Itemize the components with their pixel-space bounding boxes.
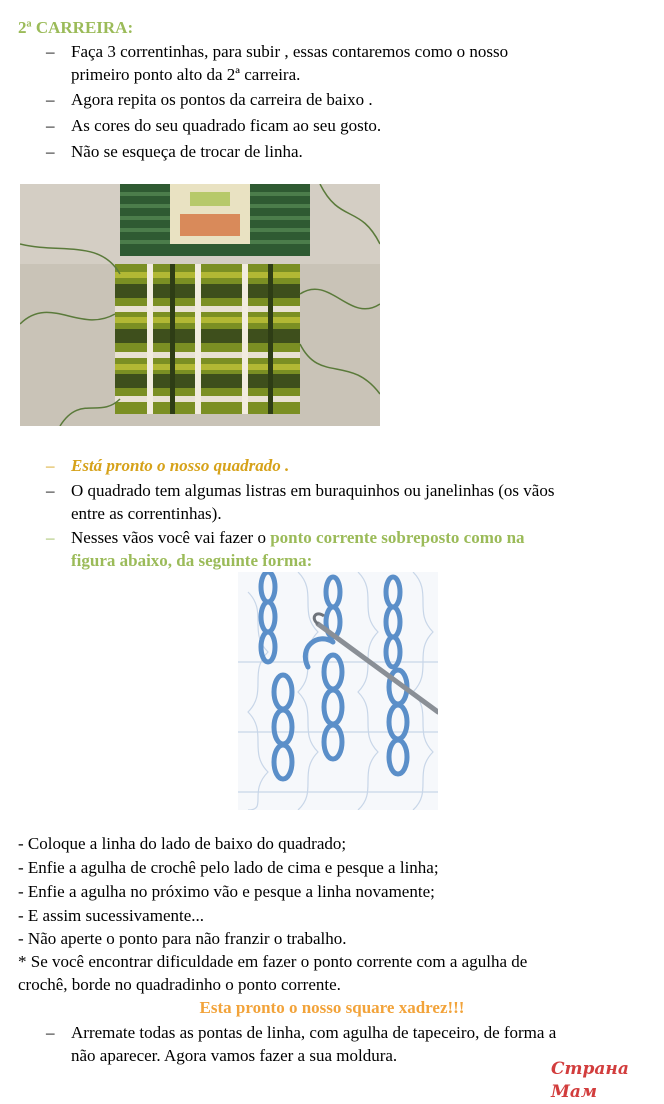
list-item-text-start: Nesses vãos você vai fazer o: [71, 528, 271, 547]
list-dash: –: [46, 481, 55, 500]
list-item-text: O quadrado tem algumas listras em buraquinhos ou janelinhas (os vãos: [71, 481, 555, 500]
instruction-line: - Enfie a agulha no próximo vão e pesque a linha novamente;: [18, 882, 435, 901]
instruction-line: * Se você encontrar dificuldade em fazer o ponto corrente com a agulha de: [18, 952, 528, 971]
list-item-text: entre as correntinhas).: [71, 504, 222, 523]
list-dash: –: [46, 528, 55, 547]
list-item-text: Faça 3 correntinhas, para subir , essas contaremos como o nosso: [71, 42, 509, 61]
list-dash: –: [46, 90, 55, 109]
list-item-highlight: figura abaixo, da seguinte forma:: [71, 551, 313, 570]
chain-stitch-illustration: [238, 572, 438, 810]
watermark-logo: Страна Мам: [551, 1059, 629, 1102]
list-item-text: Está pronto o nosso quadrado .: [71, 456, 290, 475]
list-item-text: Arremate todas as pontas de linha, com agulha de tapeceiro, de forma a: [71, 1023, 557, 1042]
list-item-highlight: ponto corrente sobreposto como na: [270, 528, 525, 547]
list-dash: –: [46, 42, 55, 61]
section-heading: 2ª CARREIRA:: [18, 18, 134, 37]
instruction-line: - Coloque a linha do lado de baixo do quadrado;: [18, 834, 347, 853]
list-item-text: Agora repita os pontos da carreira de baixo .: [71, 90, 373, 109]
instruction-line: - E assim sucessivamente...: [18, 906, 205, 925]
list-dash: –: [46, 1023, 55, 1042]
list-item-text: primeiro ponto alto da 2ª carreira.: [71, 65, 301, 84]
list-dash: –: [46, 116, 55, 135]
instruction-line: - Enfie a agulha de crochê pelo lado de cima e pesque a linha;: [18, 858, 439, 877]
list-item-text: Não se esqueça de trocar de linha.: [71, 142, 303, 161]
instruction-line: crochê, borde no quadradinho o ponto corrente.: [18, 975, 341, 994]
list-item-text: não aparecer. Agora vamos fazer a sua moldura.: [71, 1046, 398, 1065]
closing-title: Esta pronto o nosso square xadrez!!!: [199, 998, 465, 1017]
list-item-text: As cores do seu quadrado ficam ao seu gosto.: [71, 116, 382, 135]
list-dash: –: [46, 142, 55, 161]
list-dash: –: [46, 456, 55, 475]
crochet-square-photo: [20, 184, 380, 426]
list-item-text: [71, 526, 525, 549]
instruction-line: - Não aperte o ponto para não franzir o trabalho.: [18, 929, 347, 948]
